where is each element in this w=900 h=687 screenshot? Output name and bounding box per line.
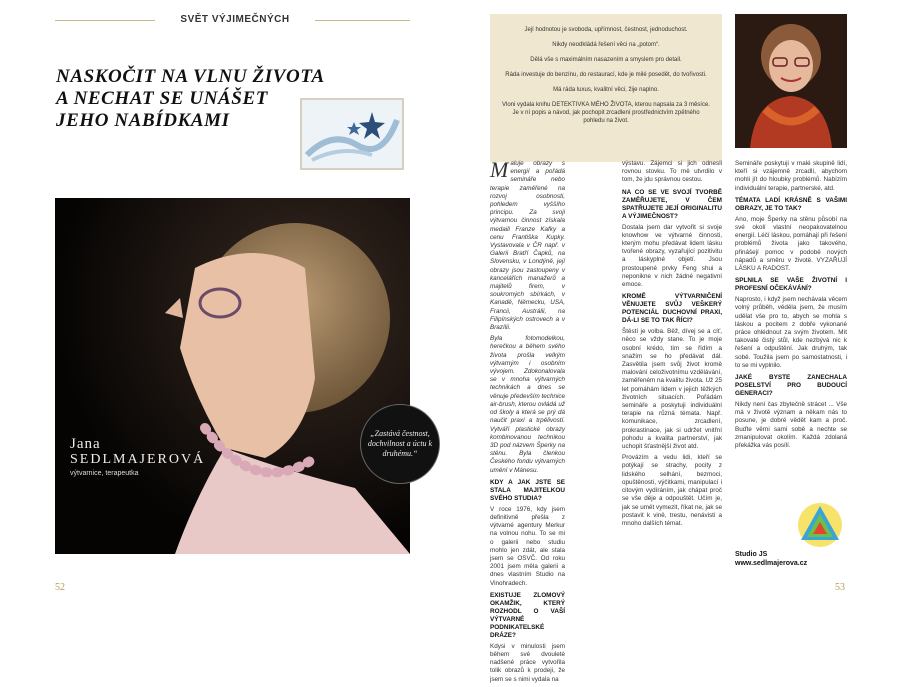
paragraph: Štěstí je volba. Běž, dívej se a cíť, něco se vždy stane. To je moje osobní krédo, tím se řídím a snažím se ho předávat dál. Zasvětila jsem svůj život kromě malování celoživotnímu vzdělávání, zaměřeném na kvalitu života. Už 25 let pomáhám lidem v jejich těžkých životních situacích. Pořádám semináře a poskytuji individuální terapie na různá témata. Např. komunikace, zrcadlení, prokrastinace, jak si udržet vnitřní pohodu a kvalita partnerství, jak uchopit šťastnější život atd. bbox=[622, 328, 722, 451]
question-heading: JAKÉ BYSTE ZANECHALA POSELSTVÍ PRO BUDOUCÍ GENERACI? bbox=[735, 374, 847, 398]
highlight-line: Nikdy neodkládá řešení věci na „potom“. bbox=[552, 42, 660, 48]
paragraph: Semináře poskytuji v malé skupině lidí, kteří si vzájemně zrcadlí, abychom mohli jít do hloubky problémů. Nabízím individuální terapie, partnerské, atd. bbox=[735, 160, 847, 192]
question-heading: NA CO SE VE SVOJÍ TVORBĚ ZAMĚŘUJETE, V ČEM SPATŘUJETE JEJÍ ORIGINALITU A VÝJIMEČNOST? bbox=[622, 188, 722, 220]
quote-badge: „Zastává čestnost, dochvilnost a úctu k druhému.“ bbox=[360, 404, 440, 484]
studio-name: Studio JS bbox=[735, 551, 768, 558]
text-column-3 bbox=[735, 160, 847, 453]
question-heading: KROMĚ VÝTVARNIČENÍ VĚNUJETE SVŮJ VEŠKERÝ POTENCIÁL DUCHOVNÍ PRAXI, DÁ-LI SE TO TAK ŘÍCI? bbox=[622, 293, 722, 325]
question-heading: TÉMATA LADÍ KRÁSNĚ S VAŠIMI OBRAZY, JE TO TAK? bbox=[735, 196, 847, 212]
page-number-right: 53 bbox=[835, 582, 845, 593]
paragraph: Byla fotomodelkou, herečkou a během svého života prošla velkým výtvarným i osobním vývojem. Zdokonalovala se v mnoha výtvarných technikách a dnes se věnuje především technice air-brush, kterou ovládá už od školy a která se prý dá naučit praxí a trpělivostí. Vytváří plastické obrazy kombinovanou technikou 3D pod názvem Šperky na stěnu. Byla členkou Českého fondu výtvarných umění v Mánesu. bbox=[490, 335, 565, 474]
text-column-1 bbox=[490, 157, 565, 687]
person-role: výtvarnice, terapeutka bbox=[70, 470, 139, 477]
paragraph: Nikdy není čas zbytečně strácet ... Vše má v životě význam a někam nás to posune, je dobré vědět kam a proč. Buďte věrni sami sobě a nechte se zmanipulovat okolím. Každá zdolaná překážka vás posílí. bbox=[735, 401, 847, 450]
highlight-line: Vloni vydala knihu DETEKTIVKA MÉHO ŽIVOTA, kterou napsala za 3 měsíce. Je v ní popis a návod, jak pochopit zrcadlení prostřednictvím zpětného pohledu na život. bbox=[502, 102, 710, 124]
section-rule-right bbox=[315, 20, 410, 21]
paragraph: výstavu. Zájemci si jich odnesli rovnou stovku. To mě utvrdilo v tom, že jdu správnou cestou. bbox=[622, 160, 722, 184]
portrait-photo-front bbox=[735, 14, 847, 148]
paragraph: Naprosto, i když jsem nechávala věcem volný průběh, věděla jsem, že musím udělat vše pro to, abych se mohla s láskou a pocitem z dobře vykonané práce ohlédnout za svým životem. Mít takovaté čistý stůl, kde nezbývá nic k řešení a odpuštění. Jak druhým, tak sobě. Toužila jsem po samostatnosti, i to se mi vyplnilo. bbox=[735, 296, 847, 369]
paragraph: V roce 1976, kdy jsem definitivně přešla z výtvarné agentury Merkur na volnou nohu. To se mi o galerii nebo studiu mohlo jen zdát, ale stala jsem se OSVČ. Od roku 2001 jsem měla galerii a dnes vlastním Studio na Vinohradech. bbox=[490, 505, 565, 587]
portrait-photo-profile bbox=[55, 198, 410, 554]
section-label: SVĚT VÝJIMEČNÝCH bbox=[180, 14, 290, 25]
studio-logo-icon bbox=[795, 500, 845, 550]
highlights-box bbox=[490, 14, 722, 162]
highlight-line: Má ráda luxus, kvalitní věci, žije naplno. bbox=[553, 87, 659, 93]
person-last-name: SEDLMAJEROVÁ bbox=[70, 452, 206, 467]
question-heading: EXISTUJE ZLOMOVÝ OKAMŽIK, KTERÝ ROZHODL O VAŠÍ VÝTVARNÉ PODNIKATELSKÉ DRÁZE? bbox=[490, 591, 565, 639]
highlight-line: Její hodnotou je svoboda, upřímnost, čestnost, jednoduchost. bbox=[524, 27, 688, 33]
drop-cap: M bbox=[490, 157, 509, 182]
intro-paragraph: aluje obrazy s energií a pořádá semináře nebo terapie zaměřené na rozvoj osobnosti, pohledem vyššího principu. Za svoji výtvarnou činnost získala medaili Franze Kafky a cenu Františka Kupky. Vystavovala v ČR např. v Galerii Bratří Čapků, na Slovensku, v Londýně, její obrazy jsou zastoupeny v kancelářích manažerů a majitelů firem, v soukromých sbírkách, v Kanadě, Německu, USA, Francii, Austrálii, na Filipínských ostrovech a v Brazílii. bbox=[490, 160, 565, 332]
question-heading: KDY A JAK JSTE SE STALA MAJITELKOU SVÉHO STUDIA? bbox=[490, 478, 565, 502]
paragraph: Provázím a vedu lidi, kteří se potýkají se strachy, pocity z lidského selhání, bezmoci, opuštěnosti, výčitkami, manipulací i citovým vydíráním, jak chápat proč se vše děje a odpouštět. Učím je, jak se umět vymezit, říkat ne, jak se postavit k vině, trestu, nenávisti a mnoho dalších témat. bbox=[622, 454, 722, 527]
studio-website[interactable]: www.sedlmajerova.cz bbox=[735, 560, 808, 567]
headline-line-3: JEHO NABÍDKAMI bbox=[56, 110, 230, 131]
highlight-line: Dělá vše s maximálním nasazením a smyslem pro detail. bbox=[530, 57, 682, 63]
headline-line-2: A NECHAT SE UNÁŠET bbox=[56, 88, 268, 109]
person-first-name: Jana bbox=[70, 436, 101, 452]
paragraph: Ano, moje Šperky na stěnu působí na své okolí vlastní neopakovatelnou energií. Léčí láskou, pomáhají při řešení problémů života jako takového, přinášejí pomoc v podobě nových nápadů a směru v životě. VYZAŘUJÍ LÁSKU A RADOST. bbox=[735, 215, 848, 273]
highlight-line: Ráda investuje do benzínu, do restaurací, kde je milé posedět, do tvořivosti. bbox=[505, 72, 707, 78]
artwork-thumbnail bbox=[300, 98, 404, 170]
section-rule-left bbox=[55, 20, 155, 21]
paragraph: Dostala jsem dar vytvořit si svoje knowhow ve výtvarné činnosti, kterým mohu předávat lidem lásku tvořené obrazy, vyzařující pozitivitu a láskyplné objetí. Jsou prostoupené prvky Feng shui a neponikne v nich žádné negativní emoce. bbox=[622, 223, 722, 289]
paragraph: Kdysi v minulosti jsem během své dvouleté nadšené práce vytvořila tolik obrazů k prodeji, že jsem se s nimi vydala na bbox=[490, 642, 565, 683]
question-heading: SPLNILA SE VAŠE ŽIVOTNÍ I PROFESNÍ OČEKÁVÁNÍ? bbox=[735, 277, 847, 293]
text-column-2 bbox=[622, 160, 722, 531]
left-page bbox=[0, 0, 450, 600]
headline-line-1: NASKOČIT NA VLNU ŽIVOTA bbox=[56, 66, 325, 87]
studio-contact bbox=[735, 550, 807, 568]
page-number-left: 52 bbox=[55, 582, 65, 593]
